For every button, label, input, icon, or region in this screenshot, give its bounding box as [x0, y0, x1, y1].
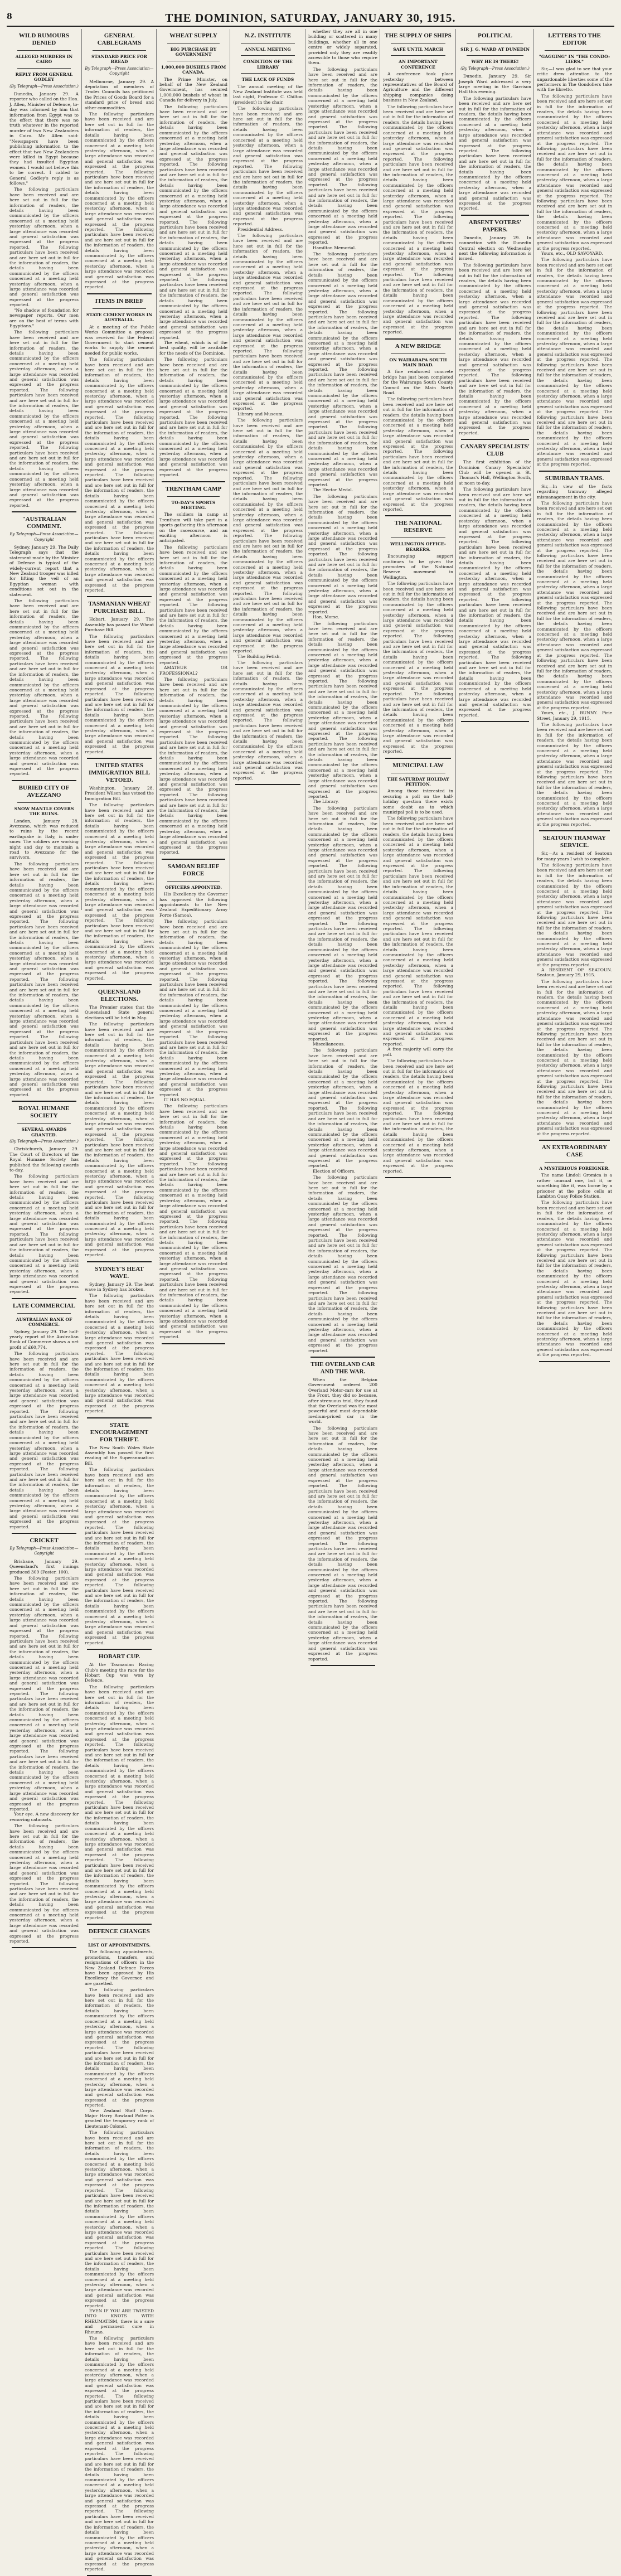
body-copy-texture: The following particulars have been received and are here set out in full for the information of readers, the details having been communicated by the officers concerned at a meeting held yesterday afternoon, when a large attendance was recorded and general satisfaction was expressed at the progress reported. The following particulars have been received and are here set out in full for the information of readers, the details having been communicated by the officers concerned at a meeting held yesterday afternoon, when a large attendance was recorded and general satisfaction was expressed at the progress reported.: [85, 1293, 154, 1414]
body-copy-texture: The following particulars have been received and are here set out in full for the information of readers, the details having been communicated by the officers concerned at a meeting held yesterday afternoon, when a large attendance was recorded and general satisfaction was expressed at the progress reported. The following particulars have been received and are here set out in full for the information of readers, the details having been communicated by the officers concerned at a meeting held yesterday afternoon, when a large attendance was recorded and general satisfaction was expressed at the progress reported. The following particulars have been received and are here set out in full for the information of readers, the details having been communicated by the officers concerned at a meeting held yesterday afternoon, when a large attendance was recorded and general satisfaction was expressed at the progress reported. The following particulars have been received and are here set out in full for the information of readers, the details having been communicated by the officers concerned at a meeting held yesterday afternoon, when a large attendance was recorded and general satisfaction was expressed at the progress reported.: [233, 418, 303, 654]
body-copy-texture: The following particulars have been received and are here set out in full for the information of readers, the details having been communicated by the officers concerned at a meeting held yesterday afternoon, when a large attendance was recorded and general satisfaction was expressed at the progress reported. The following particulars have been received and are here set out in full for the information of readers, the details having been communicated by the officers concerned at a meeting held yesterday afternoon, when a large attendance was recorded and general satisfaction was expressed at the progress reported.: [9, 1823, 79, 1944]
article-paragraph: Your eye. A new discovery for removing cataracts.: [9, 1812, 79, 1822]
divider: [545, 50, 604, 51]
body-copy-texture: The following particulars have been received and are here set out in full for the information of readers, the details having been communicated by the officers concerned at a meeting held yesterday afternoon, when a large attendance was recorded and general satisfaction was expressed at the progress reported. The following particulars have been received and are here set out in full for the information of readers, the details having been communicated by the officers concerned at a meeting held yesterday afternoon, when a large attendance was recorded and general satisfaction was expressed at the progress reported. The following particulars have been received and are here set out in full for the information of readers, the details having been communicated by the officers concerned at a meeting held yesterday afternoon, when a large attendance was recorded and general satisfaction was expressed at the progress reported. The following particulars have been received and are here set out in full for the information of readers, the details having been communicated by the officers concerned at a meeting held yesterday afternoon, when a large attendance was recorded and general satisfaction was expressed at the progress reported.: [308, 805, 377, 1042]
article-separator: [539, 471, 610, 472]
article-separator: [461, 721, 529, 722]
article-separator: [310, 1357, 375, 1358]
divider: [467, 55, 523, 56]
article-paragraph: Christchurch, January 29. The Court of Directors of the Royal Humane Society has published the following awards to-day.: [9, 1146, 79, 1173]
article: [9, 785, 79, 1097]
article-headline: STATE ENCOURAGEMENT FOR THRIFT.: [90, 1421, 149, 1443]
article-dateline: By Telegraph—Press Association—Copyright: [85, 66, 154, 76]
article-headline: ROYAL HUMANE SOCIETY: [18, 1105, 70, 1120]
article-paragraph: The Prime Minister, on behalf of the New Zealand Government, has secured 1,000,000 bushels of wheat in Canada for delivery in July.: [159, 76, 227, 103]
article: [383, 762, 453, 1174]
article: [85, 762, 154, 981]
article-paragraph: At a meeting of the Public Works Committee a proposal was received for the Federal Government to start cement works to supply the cement needed for public works.: [85, 324, 154, 356]
article: [383, 520, 453, 754]
article-separator: [461, 215, 529, 216]
article-headline: A NEW BRIDGE: [395, 342, 442, 350]
article: [85, 1653, 154, 1920]
article-paragraph: When the Belgian Government ordered 200 Overland Motor-cars for use at the Front, they did so because, after strenuous trial, they found that the Overland was the most powerful and most dependable medium-priced car in the world.: [308, 1377, 377, 1425]
article-separator: [87, 1924, 152, 1925]
article-headline: POLITICAL: [478, 32, 512, 39]
body-copy-texture: The following particulars have been received and are here set out in full for the information of readers, the details having been communicated by the officers concerned at a meeting held yesterday afternoon, when a large attendance was recorded and general satisfaction was expressed at the progress reported. The following particulars have been received and are here set out in full for the information of readers, the details having been communicated by the officers concerned at a meeting held yesterday afternoon, when a large attendance was recorded and general satisfaction was expressed at the progress reported. The following particulars have been received and are here set out in full for the information of readers, the details having been communicated by the officers concerned at a meeting held yesterday afternoon, when a large attendance was recorded and general satisfaction was expressed at the progress reported. The following particulars have been received and are here set out in full for the information of readers, the details having been communicated by the officers concerned at a meeting held yesterday afternoon, when a large attendance was recorded and general satisfaction was expressed at the progress reported.: [159, 104, 227, 340]
article: [9, 1537, 79, 1944]
divider: [391, 55, 445, 56]
body-copy-texture: The following particulars have been received and are here set out in full for the information of readers, the details having been communicated by the officers concerned at a meeting held yesterday afternoon, when a large attendance was recorded and general satisfaction was expressed at the progress reported. The following particulars have been received and are here set out in full for the information of readers, the details having been communicated by the officers concerned at a meeting held yesterday afternoon, when a large attendance was recorded and general satisfaction was expressed at the progress reported.: [383, 396, 453, 512]
article-paragraph: A free majority will carry the poll.: [383, 1047, 453, 1057]
body-copy-texture: The following particulars have been received and are here set out in full for the information of readers, the details having been communicated by the officers concerned at a meeting held yesterday afternoon, when a large attendance was recorded and general satisfaction was expressed at the progress reported. The following particulars have been received and are here set out in full for the information of readers, the details having been communicated by the officers concerned at a meeting held yesterday afternoon, when a large attendance was recorded and general satisfaction was expressed at the progress reported. The following particulars have been received and are here set out in full for the information of readers, the details having been communicated by the officers concerned at a meeting held yesterday afternoon, when a large attendance was recorded and general satisfaction was expressed at the progress reported.: [308, 66, 377, 245]
article-headline: TRENTHAM CAMP: [165, 485, 222, 492]
body-copy-texture: The following particulars have been received and are here set out in full for the information of readers, the details having been communicated by the officers concerned at a meeting held yesterday afternoon, when a large attendance was recorded and general satisfaction was expressed at the progress reported. The following particulars have been received and are here set out in full for the information of readers, the details having been communicated by the officers concerned at a meeting held yesterday afternoon, when a large attendance was recorded and general satisfaction was expressed at the progress reported.: [85, 1987, 154, 2108]
article-paragraph: The first exhibition of the Dominion Canary Specialists' Club will be opened in St. Thomas's Hall, Wellington South, at noon to-day.: [459, 459, 531, 486]
article-headline: THE SUPPLY OF SHIPS: [385, 32, 452, 39]
body-copy-texture: The following particulars have been received and are here set out in full for the information of readers, the details having been communicated by the officers concerned at a meeting held yesterday afternoon, when a large attendance was recorded and general satisfaction was expressed at the progress reported. The following particulars have been received and are here set out in full for the information of readers, the details having been communicated by the officers concerned at a meeting held yesterday afternoon, when a large attendance was recorded and general satisfaction was expressed at the progress reported. The following particulars have been received and are here set out in full for the information of readers, the details having been communicated by the officers concerned at a meeting held yesterday afternoon, when a large attendance was recorded and general satisfaction was expressed at the progress reported.: [85, 802, 154, 981]
article-dateline: By Telegraph—Press Association—Copyright: [9, 1546, 79, 1556]
body-copy-texture: The following particulars have been received and are here set out in full for the information of readers, the details having been communicated by the officers concerned at a meeting held yesterday afternoon, when a large attendance was recorded and general satisfaction was expressed at the progress reported. The following particulars have been received and are here set out in full for the information of readers, the details having been communicated by the officers concerned at a meeting held yesterday afternoon, when a large attendance was recorded and general satisfaction was expressed at the progress reported. The following particulars have been received and are here set out in full for the information of readers, the details having been communicated by the officers concerned at a meeting held yesterday afternoon, when a large attendance was recorded and general satisfaction was expressed at the progress reported.: [308, 621, 377, 799]
article-headline: MUNICIPAL LAW: [392, 762, 444, 769]
column-6: [380, 29, 456, 1174]
article-separator: [87, 984, 152, 985]
article-paragraph: whether they are all in one building or scattered in many buildings, whether all in one centre or widely separated, provided only they are readily accessible to those who require them.: [308, 29, 377, 66]
article-subheadline: TO-DAY'S SPORTS MEETING.: [171, 500, 216, 510]
article-headline: BURIED CITY OF AVEZZANO: [18, 784, 70, 798]
article-subheadline: CONDITION OF THE LIBRARY: [243, 59, 293, 70]
article: [9, 32, 79, 508]
body-copy-texture: The following particulars have been received and are here set out in full for the information of readers, the details having been communicated by the officers concerned at a meeting held yesterday afternoon, when a large attendance was recorded and general satisfaction was expressed at the progress reported. The following particulars have been received and are here set out in full for the information of readers, the details having been communicated by the officers concerned at a meeting held yesterday afternoon, when a large attendance was recorded and general satisfaction was expressed at the progress reported. The following particulars have been received and are here set out in full for the information of readers, the details having been communicated by the officers concerned at a meeting held yesterday afternoon, when a large attendance was recorded and general satisfaction was expressed at the progress reported. The following particulars have been received and are here set out in full for the information of readers, the details having been communicated by the officers concerned at a meeting held yesterday afternoon, when a large attendance was recorded and general satisfaction was expressed at the progress reported.: [9, 1576, 79, 1812]
article: [459, 219, 531, 435]
article-headline: ABSENT VOTERS' PAPERS.: [468, 219, 522, 233]
body-copy-texture: The following particulars have been received and are here set out in full for the information of readers, the details having been communicated by the officers concerned at a meeting held yesterday afternoon, when a large attendance was recorded and general satisfaction was expressed at the progress reported. The following particulars have been received and are here set out in full for the information of readers, the details having been communicated by the officers concerned at a meeting held yesterday afternoon, when a large attendance was recorded and general satisfaction was expressed at the progress reported.: [459, 95, 531, 211]
article: [308, 29, 377, 1353]
divider: [93, 50, 146, 51]
column-7: [455, 29, 534, 910]
body-copy-texture: The following particulars have been received and are here set out in full for the information of readers, the details having been communicated by the officers concerned at a meeting held yesterday afternoon, when a large attendance was recorded and general satisfaction was expressed at the progress reported. The following particulars have been received and are here set out in full for the information of readers, the details having been communicated by the officers concerned at a meeting held yesterday afternoon, when a large attendance was recorded and general satisfaction was expressed at the progress reported. The following particulars have been received and are here set out in full for the information of readers, the details having been communicated by the officers concerned at a meeting held yesterday afternoon, when a large attendance was recorded and general satisfaction was expressed at the progress reported.: [9, 330, 79, 508]
article-headline: AN EXTRAORDINARY CASE: [541, 1144, 608, 1159]
body-copy-texture: The following particulars have been received and are here set out in full for the information of readers, the details having been communicated by the officers concerned at a meeting held yesterday afternoon, when a large attendance was recorded and general satisfaction was expressed at the progress reported. The following particulars have been received and are here set out in full for the information of readers, the details having been communicated by the officers concerned at a meeting held yesterday afternoon, when a large attendance was recorded and general satisfaction was expressed at the progress reported. The following particulars have been received and are here set out in full for the information of readers, the details having been communicated by the officers concerned at a meeting held yesterday afternoon, when a large attendance was recorded and general satisfaction was expressed at the progress reported.: [308, 1175, 377, 1353]
article-separator: [87, 758, 152, 759]
divider: [17, 50, 71, 51]
article-separator: [87, 596, 152, 597]
divider: [167, 496, 220, 497]
body-copy-texture: The following particulars have been received and are here set out in full for the information of readers, the details having been communicated by the officers concerned at a meeting held yesterday afternoon, when a large attendance was recorded and general satisfaction was expressed at the progress reported. The following particulars have been received and are here set out in full for the information of readers, the details having been communicated by the officers concerned at a meeting held yesterday afternoon, when a large attendance was recorded and general satisfaction was expressed at the progress reported. The following particulars have been received and are here set out in full for the information of readers, the details having been communicated by the officers concerned at a meeting held yesterday afternoon, when a large attendance was recorded and general satisfaction was expressed at the progress reported. The following particulars have been received and are here set out in full for the information of readers, the details having been communicated by the officers concerned at a meeting held yesterday afternoon, when a large attendance was recorded and general satisfaction was expressed at the progress reported.: [85, 1021, 154, 1258]
body-copy-texture: The following particulars have been received and are here set out in full for the information of readers, the details having been communicated by the officers concerned at a meeting held yesterday afternoon, when a large attendance was recorded and general satisfaction was expressed at the progress reported. The following particulars have been received and are here set out in full for the information of readers, the details having been communicated by the officers concerned at a meeting held yesterday afternoon, when a large attendance was recorded and general satisfaction was expressed at the progress reported. The following particulars have been received and are here set out in full for the information of readers, the details having been communicated by the officers concerned at a meeting held yesterday afternoon, when a large attendance was recorded and general satisfaction was expressed at the progress reported.: [9, 598, 79, 777]
column-2: [81, 29, 157, 2572]
article: [233, 32, 303, 781]
article-headline: SUBURBAN TRAMS.: [545, 474, 604, 482]
body-copy-texture: The following particulars have been received and are here set out in full for the information of readers, the details having been communicated by the officers concerned at a meeting held yesterday afternoon, when a large attendance was recorded and general satisfaction was expressed at the progress reported. The following particulars have been received and are here set out in full for the information of readers, the details having been communicated by the officers concerned at a meeting held yesterday afternoon, when a large attendance was recorded and general satisfaction was expressed at the progress reported. The following particulars have been received and are here set out in full for the information of readers, the details having been communicated by the officers concerned at a meeting held yesterday afternoon, when a large attendance was recorded and general satisfaction was expressed at the progress reported.: [537, 979, 612, 1136]
body-copy-texture: The following particulars have been received and are here set out in full for the information of readers, the details having been communicated by the officers concerned at a meeting held yesterday afternoon, when a large attendance was recorded and general satisfaction was expressed at the progress reported. The following particulars have been received and are here set out in full for the information of readers, the details having been communicated by the officers concerned at a meeting held yesterday afternoon, when a large attendance was recorded and general satisfaction was expressed at the progress reported. The following particulars have been received and are here set out in full for the information of readers, the details having been communicated by the officers concerned at a meeting held yesterday afternoon, when a large attendance was recorded and general satisfaction was expressed at the progress reported. The following particulars have been received and are here set out in full for the information of readers, the details having been communicated by the officers concerned at a meeting held yesterday afternoon, when a large attendance was recorded and general satisfaction was expressed at the progress reported.: [85, 357, 154, 593]
article-separator: [539, 830, 610, 831]
column-5: [305, 29, 380, 1662]
article-paragraph: Melbourne, January 29. A deputation of members of Trades Councils has petitioned the Prices of Goods Board for a standard price of bread and other commodities.: [85, 79, 154, 110]
body-copy-texture: The following particulars have been received and are here set out in full for the information of readers, the details having been communicated by the officers concerned at a meeting held yesterday afternoon, when a large attendance was recorded and general satisfaction was expressed at the progress reported. The following particulars have been received and are here set out in full for the information of readers, the details having been communicated by the officers concerned at a meeting held yesterday afternoon, when a large attendance was recorded and general satisfaction was expressed at the progress reported. The following particulars have been received and are here set out in full for the information of readers, the details having been communicated by the officers concerned at a meeting held yesterday afternoon, when a large attendance was recorded and general satisfaction was expressed at the progress reported.: [537, 93, 612, 251]
article-headline: HOBART CUP.: [98, 1653, 140, 1660]
body-copy-texture: The following particulars have been received and are here set out in full for the information of readers, the details having been communicated by the officers concerned at a meeting held yesterday afternoon, when a large attendance was recorded and general satisfaction was expressed at the progress reported. The following particulars have been received and are here set out in full for the information of readers, the details having been communicated by the officers concerned at a meeting held yesterday afternoon, when a large attendance was recorded and general satisfaction was expressed at the progress reported.: [9, 187, 79, 308]
article: [383, 343, 453, 512]
article-headline: UNITED STATES IMMIGRATION BILL VETOED.: [88, 762, 151, 783]
article-dateline: (By Telegraph—Press Association.): [460, 66, 530, 71]
article-separator: [12, 1101, 76, 1102]
article: [537, 835, 612, 1136]
article-separator: [12, 1947, 76, 1948]
article-paragraph: The wheat, which is of the best quality, will be available for the needs of the Dominion.: [159, 340, 227, 356]
article-paragraph: Washington, January 28. President Wilson has vetoed the Immigration Bill.: [85, 785, 154, 801]
article-separator: [539, 1361, 610, 1362]
divider: [241, 55, 295, 56]
article-separator: [12, 1298, 76, 1299]
article-paragraph: Hamilton Memorial.: [313, 245, 356, 250]
article-headline: WHEAT SUPPLY: [169, 32, 217, 39]
article-headline: SEATOUN TRAMWAY SERVICE.: [543, 835, 606, 849]
article-paragraph: Dunedin, January 29. A reporter who called on the Hon. J. Allen, Minister of Defence, to-day was informed by him that information from Egypt was to the effect that there was no truth whatever in the reported murder of two New Zealanders in Cairo. Mr. Allen said: "Newspapers have been publishing information to the effect that two New Zealanders were killed in Egypt because they had insulted Egyptian women. I would not believe this to be correct. I cabled to General Godley's reply is as follows.": [9, 91, 79, 186]
article-paragraph: New Zealand Staff Corps. Major Harry Rowland Potter is granted the temporary rank of Lieutenant-Colonel.: [85, 2108, 154, 2129]
article-separator: [162, 1343, 225, 1344]
article: [159, 486, 227, 855]
article: [85, 989, 154, 1258]
article-subheadline: REPLY FROM GENERAL GODLEY: [15, 71, 73, 83]
body-copy-texture: The following particulars have been received and are here set out in full for the information of readers, the details having been communicated by the officers concerned at a meeting held yesterday afternoon, when a large attendance was recorded and general satisfaction was expressed at the progress reported. The following particulars have been received and are here set out in full for the information of readers, the details having been communicated by the officers concerned at a meeting held yesterday afternoon, when a large attendance was recorded and general satisfaction was expressed at the progress reported. The following particulars have been received and are here set out in full for the information of readers, the details having been communicated by the officers concerned at a meeting held yesterday afternoon, when a large attendance was recorded and general satisfaction was expressed at the progress reported. The following particulars have been received and are here set out in full for the information of readers, the details having been communicated by the officers concerned at a meeting held yesterday afternoon, when a large attendance was recorded and general satisfaction was expressed at the progress reported.: [308, 1425, 377, 1662]
article-paragraph: The Building Fetish.: [237, 653, 281, 659]
body-copy-texture: The following particulars have been received and are here set out in full for the information of readers, the details having been communicated by the officers concerned at a meeting held yesterday afternoon, when a large attendance was recorded and general satisfaction was expressed at the progress reported. The following particulars have been received and are here set out in full for the information of readers, the details having been communicated by the officers concerned at a meeting held yesterday afternoon, when a large attendance was recorded and general satisfaction was expressed at the progress reported.: [233, 660, 303, 781]
article-headline: GENERAL CABLEGRAMS: [97, 32, 142, 46]
article-separator: [12, 780, 76, 781]
article-headline: THE NATIONAL RESERVE: [394, 520, 442, 534]
body-copy-texture: The following particulars have been received and are here set out in full for the information of readers, the details having been communicated by the officers concerned at a meeting held yesterday afternoon, when a large attendance was recorded and general satisfaction was expressed at the progress reported. The following particulars have been received and are here set out in full for the information of readers, the details having been communicated by the officers concerned at a meeting held yesterday afternoon, when a large attendance was recorded and general satisfaction was expressed at the progress reported. The following particulars have been received and are here set out in full for the information of readers, the details having been communicated by the officers concerned at a meeting held yesterday afternoon, when a large attendance was recorded and general satisfaction was expressed at the progress reported. The following particulars have been received and are here set out in full for the information of readers, the details having been communicated by the officers concerned at a meeting held yesterday afternoon, when a large attendance was recorded and general satisfaction was expressed at the progress reported.: [308, 251, 377, 487]
body-copy-texture: The following particulars have been received and are here set out in full for the information of readers, the details having been communicated by the officers concerned at a meeting held yesterday afternoon, when a large attendance was recorded and general satisfaction was expressed at the progress reported. The following particulars have been received and are here set out in full for the information of readers, the details having been communicated by the officers concerned at a meeting held yesterday afternoon, when a large attendance was recorded and general satisfaction was expressed at the progress reported.: [308, 1048, 377, 1169]
article-subheadline: THE SATURDAY HOLIDAY PETITION.: [387, 776, 449, 787]
article-paragraph: The Premier states that the Queensland State general elections will be held in May.: [85, 1005, 154, 1020]
article-subheadline: OFFICERS APPOINTED.: [164, 884, 222, 890]
article-headline: LATE COMMERCIAL: [13, 1302, 75, 1309]
article: [159, 32, 227, 478]
body-copy-texture: The following particulars have been received and are here set out in full for the information of readers, the details having been communicated by the officers concerned at a meeting held yesterday afternoon, when a large attendance was recorded and general satisfaction was expressed at the progress reported. The following particulars have been received and are here set out in full for the information of readers, the details having been communicated by the officers concerned at a meeting held yesterday afternoon, when a large attendance was recorded and general satisfaction was expressed at the progress reported. The following particulars have been received and are here set out in full for the information of readers, the details having been communicated by the officers concerned at a meeting held yesterday afternoon, when a large attendance was recorded and general satisfaction was expressed at the progress reported.: [159, 919, 227, 1097]
divider: [167, 881, 220, 882]
article-subheadline: 1,000,000 BUSHELS FROM CANADA.: [161, 64, 226, 75]
article: [85, 32, 154, 290]
article-paragraph: Brisbane, January 29. Queensland's first innings produced 309 (Foster, 100).: [9, 1558, 79, 1575]
article: [459, 32, 531, 211]
article-paragraph: A RESIDENT OF SEATOUN. Seatoun, January 29, 1915.: [537, 967, 612, 978]
article-paragraph: Encouraging support continues to be given the promoters of the National Reserve movement in Wellington.: [383, 554, 453, 580]
masthead: [7, 12, 614, 27]
body-copy-texture: The following particulars have been received and are here set out in full for the information of readers, the details having been communicated by the officers concerned at a meeting held yesterday afternoon, when a large attendance was recorded and general satisfaction was expressed at the progress reported. The following particulars have been received and are here set out in full for the information of readers, the details having been communicated by the officers concerned at a meeting held yesterday afternoon, when a large attendance was recorded and general satisfaction was expressed at the progress reported.: [383, 1058, 453, 1174]
article-paragraph: IT HAS NO EQUAL.: [164, 1097, 207, 1102]
article-headline: THE OVERLAND CAR AND THE WAR.: [310, 1360, 375, 1375]
columns: [7, 29, 614, 2572]
article-separator: [385, 758, 451, 759]
article-headline: LETTERS TO THE EDITOR: [548, 32, 601, 46]
article-separator: [385, 338, 451, 340]
column-1: [7, 29, 81, 1944]
article-subheadline: WELLINGTON OFFICE-BEARERS.: [390, 541, 446, 552]
article-paragraph: Library and Museum.: [237, 411, 284, 417]
article-headline: DEFENCE CHANGES: [89, 1928, 150, 1935]
article-paragraph: Sir,—As a resident of Seatoun for many years I wish to complain.: [537, 851, 612, 861]
article-separator: [87, 1649, 152, 1650]
article-paragraph: The Library.: [313, 799, 339, 805]
article-separator: [461, 439, 529, 440]
body-copy-texture: The following particulars have been received and are here set out in full for the information of readers, the details having been communicated by the officers concerned at a meeting held yesterday afternoon, when a large attendance was recorded and general satisfaction was expressed at the progress reported. The following particulars have been received and are here set out in full for the information of readers, the details having been communicated by the officers concerned at a meeting held yesterday afternoon, when a large attendance was recorded and general satisfaction was expressed at the progress reported.: [85, 633, 154, 754]
divider: [17, 68, 71, 69]
article-headline: SYDNEY'S HEAT WAVE.: [95, 1265, 144, 1280]
article-paragraph: Yours, etc., J. BUNNY. Pirie Street, January 29, 1915.: [537, 710, 612, 721]
article-subheadline: SAFE UNTIL MARCH: [393, 47, 443, 52]
body-copy-texture: The following particulars have been received and are here set out in full for the information of readers, the details having been communicated by the officers concerned at a meeting held yesterday afternoon, when a large attendance was recorded and general satisfaction was expressed at the progress reported. The following particulars have been received and are here set out in full for the information of readers, the details having been communicated by the officers concerned at a meeting held yesterday afternoon, when a large attendance was recorded and general satisfaction was expressed at the progress reported. The following particulars have been received and are here set out in full for the information of readers, the details having been communicated by the officers concerned at a meeting held yesterday afternoon, when a large attendance was recorded and general satisfaction was expressed at the progress reported.: [85, 2130, 154, 2308]
body-copy-texture: The following particulars have been received and are here set out in full for the information of readers, the details having been communicated by the officers concerned at a meeting held yesterday afternoon, when a large attendance was recorded and general satisfaction was expressed at the progress reported. The following particulars have been received and are here set out in full for the information of readers, the details having been communicated by the officers concerned at a meeting held yesterday afternoon, when a large attendance was recorded and general satisfaction was expressed at the progress reported. The following particulars have been received and are here set out in full for the information of readers, the details having been communicated by the officers concerned at a meeting held yesterday afternoon, when a large attendance was recorded and general satisfaction was expressed at the progress reported. The following particulars have been received and are here set out in full for the information of readers, the details having been communicated by the officers concerned at a meeting held yesterday afternoon, when a large attendance was recorded and general satisfaction was expressed at the progress reported.: [9, 861, 79, 1097]
body-copy-texture: The following particulars have been received and are here set out in full for the information of readers, the details having been communicated by the officers concerned at a meeting held yesterday afternoon, when a large attendance was recorded and general satisfaction was expressed at the progress reported. The following particulars have been received and are here set out in full for the information of readers, the details having been communicated by the officers concerned at a meeting held yesterday afternoon, when a large attendance was recorded and general satisfaction was expressed at the progress reported. The following particulars have been received and are here set out in full for the information of readers, the details having been communicated by the officers concerned at a meeting held yesterday afternoon, when a large attendance was recorded and general satisfaction was expressed at the progress reported. The following particulars have been received and are here set out in full for the information of readers, the details having been communicated by the officers concerned at a meeting held yesterday afternoon, when a large attendance was recorded and general satisfaction was expressed at the progress reported.: [383, 104, 453, 335]
article-separator: [385, 1177, 451, 1178]
article-headline: ITEMS IN BRIEF: [95, 297, 144, 304]
article-separator: [162, 859, 225, 860]
article-subheadline: ANNUAL MEETING: [245, 47, 291, 52]
article-paragraph: Dunedin, January 29. Sir Joseph Ward addressed a very large meeting in the Garrison Hall this evening.: [459, 74, 531, 95]
article-paragraph: Yours, etc., OLD SAVOYARD.: [541, 251, 603, 256]
article-separator: [87, 1417, 152, 1418]
body-copy-texture: The following particulars have been received and are here set out in full for the information of readers, the details having been communicated by the officers concerned at a meeting held yesterday afternoon, when a large attendance was recorded and general satisfaction was expressed at the progress reported. The following particulars have been received and are here set out in full for the information of readers, the details having been communicated by the officers concerned at a meeting held yesterday afternoon, when a large attendance was recorded and general satisfaction was expressed at the progress reported. The following particulars have been received and are here set out in full for the information of readers, the details having been communicated by the officers concerned at a meeting held yesterday afternoon, when a large attendance was recorded and general satisfaction was expressed at the progress reported. The following particulars have been received and are here set out in full for the information of readers, the details having been communicated by the officers concerned at a meeting held yesterday afternoon, when a large attendance was recorded and general satisfaction was expressed at the progress reported.: [537, 257, 612, 467]
body-copy-texture: The following particulars have been received and are here set out in full for the information of readers, the details having been communicated by the officers concerned at a meeting held yesterday afternoon, when a large attendance was recorded and general satisfaction was expressed at the progress reported. The following particulars have been received and are here set out in full for the information of readers, the details having been communicated by the officers concerned at a meeting held yesterday afternoon, when a large attendance was recorded and general satisfaction was expressed at the progress reported. The following particulars have been received and are here set out in full for the information of readers, the details having been communicated by the officers concerned at a meeting held yesterday afternoon, when a large attendance was recorded and general satisfaction was expressed at the progress reported. The following particulars have been received and are here set out in full for the information of readers, the details having been communicated by the officers concerned at a meeting held yesterday afternoon, when a large attendance was recorded and general satisfaction was expressed at the progress reported.: [537, 500, 612, 710]
article: [537, 475, 612, 827]
article-subheadline: BIG PURCHASE BY GOVERNMENT: [170, 47, 217, 57]
article-paragraph: Presidential Address.: [237, 226, 284, 232]
body-copy-texture: The following particulars have been received and are here set out in full for the information of readers, the details having been communicated by the officers concerned at a meeting held yesterday afternoon, when a large attendance was recorded and general satisfaction was expressed at the progress reported. The following particulars have been received and are here set out in full for the information of readers, the details having been communicated by the officers concerned at a meeting held yesterday afternoon, when a large attendance was recorded and general satisfaction was expressed at the progress reported. The following particulars have been received and are here set out in full for the information of readers, the details having been communicated by the officers concerned at a meeting held yesterday afternoon, when a large attendance was recorded and general satisfaction was expressed at the progress reported.: [233, 233, 303, 411]
body-copy-texture: The following particulars have been received and are here set out in full for the information of readers, the details having been communicated by the officers concerned at a meeting held yesterday afternoon, when a large attendance was recorded and general satisfaction was expressed at the progress reported. The following particulars have been received and are here set out in full for the information of readers, the details having been communicated by the officers concerned at a meeting held yesterday afternoon, when a large attendance was recorded and general satisfaction was expressed at the progress reported.: [308, 493, 377, 614]
article-separator: [87, 293, 152, 294]
article-paragraph: At the Tasmanian Racing Club's meeting the race for the Hobart Cup was won by Defence.: [85, 1662, 154, 1683]
article-headline: N.Z. INSTITUTE: [244, 32, 292, 39]
article-paragraph: His Excellency the Governor has approved the following appointments to the New Zealand Expeditionary Army Force (Samoa).: [159, 892, 227, 918]
article-paragraph: The annual meeting of the New Zealand Institute was held last night, Professor C. Chilton (president) in the chair.: [233, 84, 303, 105]
column-8: [533, 29, 615, 1358]
article-paragraph: London, January 28. Avezzano, which was reduced to ruins by the recent earthquake in Italy, is under snow. The soldiers are working night and day to maintain a road to Avezzano for the survivors.: [9, 818, 79, 860]
article-subheadline: WHY HE IS THERE!: [471, 59, 519, 65]
article: [85, 1422, 154, 1645]
body-copy-texture: The following particulars have been received and are here set out in full for the information of readers, the details having been communicated by the officers concerned at a meeting held yesterday afternoon, when a large attendance was recorded and general satisfaction was expressed at the progress reported. The following particulars have been received and are here set out in full for the information of readers, the details having been communicated by the officers concerned at a meeting held yesterday afternoon, when a large attendance was recorded and general satisfaction was expressed at the progress reported. The following particulars have been received and are here set out in full for the information of readers, the details having been communicated by the officers concerned at a meeting held yesterday afternoon, when a large attendance was recorded and general satisfaction was expressed at the progress reported.: [9, 1351, 79, 1529]
divider: [93, 308, 146, 309]
body-copy-texture: The following particulars have been received and are here set out in full for the information of readers, the details having been communicated by the officers concerned at a meeting held yesterday afternoon, when a large attendance was recorded and general satisfaction was expressed at the progress reported. The following particulars have been received and are here set out in full for the information of readers, the details having been communicated by the officers concerned at a meeting held yesterday afternoon, when a large attendance was recorded and general satisfaction was expressed at the progress reported.: [233, 106, 303, 227]
article-subheadline: ON WAIRARAPA SOUTH MAIN ROAD.: [389, 357, 447, 367]
article-paragraph: Sir,—I was glad to see that your critic drew attention to the unpardonable liberties some of the performers in The Gondoliers take with the libretto.: [537, 66, 612, 93]
article-paragraph: The Hector Medal.: [313, 487, 353, 493]
body-copy-texture: The following particulars have been received and are here set out in full for the information of readers, the details having been communicated by the officers concerned at a meeting held yesterday afternoon, when a large attendance was recorded and general satisfaction was expressed at the progress reported. The following particulars have been received and are here set out in full for the information of readers, the details having been communicated by the officers concerned at a meeting held yesterday afternoon, when a large attendance was recorded and general satisfaction was expressed at the progress reported.: [537, 862, 612, 967]
article-paragraph: "No shadow of foundation for newspaper reports. Our men are on the best of terms with Egyptians.": [9, 307, 79, 328]
article-paragraph: The following appointments, promotions, transfers, and resignations of officers in the New Zealand Defence Forces have been approved by His Excellency the Governor, and are gazetted.: [85, 1949, 154, 1986]
article-separator: [235, 784, 300, 785]
body-copy-texture: The following particulars have been received and are here set out in full for the information of readers, the details having been communicated by the officers concerned at a meeting held yesterday afternoon, when a large attendance was recorded and general satisfaction was expressed at the progress reported. The following particulars have been received and are here set out in full for the information of readers, the details having been communicated by the officers concerned at a meeting held yesterday afternoon, when a large attendance was recorded and general satisfaction was expressed at the progress reported.: [159, 544, 227, 665]
article-separator: [310, 1665, 375, 1666]
divider: [17, 1123, 71, 1124]
article-subheadline: AUSTRALIAN BANK OF COMMERCE.: [16, 1316, 72, 1328]
article-subheadline: THE LACK OF FUNDS: [241, 77, 294, 83]
article-subheadline: LIST OF APPOINTMENTS.: [88, 1943, 151, 1948]
article-subheadline: A MYSTERIOUS FOREIGNER.: [539, 1166, 610, 1171]
article: [85, 601, 154, 754]
divider: [545, 1162, 604, 1163]
article-paragraph: The New South Wales State Assembly has passed the first reading of the Superannuation Bill.: [85, 1445, 154, 1466]
body-copy-texture: The following particulars have been received and are here set out in full for the information of readers, the details having been communicated by the officers concerned at a meeting held yesterday afternoon, when a large attendance was recorded and general satisfaction was expressed at the progress reported. The following particulars have been received and are here set out in full for the information of readers, the details having been communicated by the officers concerned at a meeting held yesterday afternoon, when a large attendance was recorded and general satisfaction was expressed at the progress reported. The following particulars have been received and are here set out in full for the information of readers, the details having been communicated by the officers concerned at a meeting held yesterday afternoon, when a large attendance was recorded and general satisfaction was expressed at the progress reported. The following particulars have been received and are here set out in full for the information of readers, the details having been communicated by the officers concerned at a meeting held yesterday afternoon, when a large attendance was recorded and general satisfaction was expressed at the progress reported.: [459, 487, 531, 718]
body-copy-texture: The following particulars have been received and are here set out in full for the information of readers, the details having been communicated by the officers concerned at a meeting held yesterday afternoon, when a large attendance was recorded and general satisfaction was expressed at the progress reported. The following particulars have been received and are here set out in full for the information of readers, the details having been communicated by the officers concerned at a meeting held yesterday afternoon, when a large attendance was recorded and general satisfaction was expressed at the progress reported.: [537, 722, 612, 827]
body-copy-texture: The following particulars have been received and are here set out in full for the information of readers, the details having been communicated by the officers concerned at a meeting held yesterday afternoon, when a large attendance was recorded and general satisfaction was expressed at the progress reported. The following particulars have been received and are here set out in full for the information of readers, the details having been communicated by the officers concerned at a meeting held yesterday afternoon, when a large attendance was recorded and general satisfaction was expressed at the progress reported. The following particulars have been received and are here set out in full for the information of readers, the details having been communicated by the officers concerned at a meeting held yesterday afternoon, when a large attendance was recorded and general satisfaction was expressed at the progress reported.: [383, 581, 453, 754]
article-headline: WILD RUMOURS DENIED: [18, 32, 70, 46]
article-dateline: (By Telegraph—Press Association.): [9, 1139, 79, 1144]
article: [537, 32, 612, 467]
article: [9, 1105, 79, 1295]
body-copy-texture: The following particulars have been received and are here set out in full for the information of readers, the details having been communicated by the officers concerned at a meeting held yesterday afternoon, when a large attendance was recorded and general satisfaction was expressed at the progress reported. The following particulars have been received and are here set out in full for the information of readers, the details having been communicated by the officers concerned at a meeting held yesterday afternoon, when a large attendance was recorded and general satisfaction was expressed at the progress reported. The following particulars have been received and are here set out in full for the information of readers, the details having been communicated by the officers concerned at a meeting held yesterday afternoon, when a large attendance was recorded and general satisfaction was expressed at the progress reported. The following particulars have been received and are here set out in full for the information of readers, the details having been communicated by the officers concerned at a meeting held yesterday afternoon, when a large attendance was recorded and general satisfaction was expressed at the progress reported.: [383, 816, 453, 1047]
article-subheadline: STANDARD PRICE FOR BREAD: [91, 54, 147, 65]
newspaper-title: THE DOMINION, SATURDAY, JANUARY 30, 1915.: [165, 11, 456, 25]
article-paragraph: Sydney, January 29. The half-yearly report of the Australian Bank of Commerce shows a net profit of £60,774.: [9, 1329, 79, 1350]
body-copy-texture: The following particulars have been received and are here set out in full for the information of readers, the details having been communicated by the officers concerned at a meeting held yesterday afternoon, when a large attendance was recorded and general satisfaction was expressed at the progress reported. The following particulars have been received and are here set out in full for the information of readers, the details having been communicated by the officers concerned at a meeting held yesterday afternoon, when a large attendance was recorded and general satisfaction was expressed at the progress reported. The following particulars have been received and are here set out in full for the information of readers, the details having been communicated by the officers concerned at a meeting held yesterday afternoon, when a large attendance was recorded and general satisfaction was expressed at the progress reported.: [85, 112, 154, 290]
article: [9, 1302, 79, 1529]
article: [459, 443, 531, 718]
article-paragraph: Miscellaneous.: [313, 1042, 345, 1047]
article-separator: [385, 515, 451, 516]
article-paragraph: The soldiers in camp at Trentham will take part in a sports gathering this afternoon on the racecourse, and an exciting afternoon is anticipated.: [159, 512, 227, 544]
divider: [17, 802, 71, 803]
article: [85, 1266, 154, 1414]
article-paragraph: Sydney, January 29. The heat wave in Sydney has broken.: [85, 1281, 154, 1292]
article-paragraph: Hon. Morse.: [313, 614, 339, 620]
body-copy-texture: The following particulars have been received and are here set out in full for the information of readers, the details having been communicated by the officers concerned at a meeting held yesterday afternoon, when a large attendance was recorded and general satisfaction was expressed at the progress reported. The following particulars have been received and are here set out in full for the information of readers, the details having been communicated by the officers concerned at a meeting held yesterday afternoon, when a large attendance was recorded and general satisfaction was expressed at the progress reported. The following particulars have been received and are here set out in full for the information of readers, the details having been communicated by the officers concerned at a meeting held yesterday afternoon, when a large attendance was recorded and general satisfaction was expressed at the progress reported.: [159, 676, 227, 855]
article-subheadline: AN IMPORTANT CONFERENCE: [399, 59, 438, 70]
article-subheadline: SIR J. G. WARD AT DUNEDIN: [460, 47, 530, 52]
article: [85, 298, 154, 593]
article-paragraph: Sir,—In view of the facts regarding tramway alleged mismanagement in the city.: [537, 483, 612, 500]
article-paragraph: A fine reinforced concrete bridge has just been completed for the Wairarapa South County Council on the Main North Road.: [383, 369, 453, 395]
article-subheadline: ALLEGED MURDERS IN CAIRO: [15, 54, 73, 65]
body-copy-texture: The following particulars have been received and are here set out in full for the information of readers, the details having been communicated by the officers concerned at a meeting held yesterday afternoon, when a large attendance was recorded and general satisfaction was expressed at the progress reported. The following particulars have been received and are here set out in full for the information of readers, the details having been communicated by the officers concerned at a meeting held yesterday afternoon, when a large attendance was recorded and general satisfaction was expressed at the progress reported. The following particulars have been received and are here set out in full for the information of readers, the details having been communicated by the officers concerned at a meeting held yesterday afternoon, when a large attendance was recorded and general satisfaction was expressed at the progress reported. The following particulars have been received and are here set out in full for the information of readers, the details having been communicated by the officers concerned at a meeting held yesterday afternoon, when a large attendance was recorded and general satisfaction was expressed at the progress reported.: [159, 1103, 227, 1340]
column-4: [230, 29, 305, 910]
body-copy-texture: The following particulars have been received and are here set out in full for the information of readers, the details having been communicated by the officers concerned at a meeting held yesterday afternoon, when a large attendance was recorded and general satisfaction was expressed at the progress reported. The following particulars have been received and are here set out in full for the information of readers, the details having been communicated by the officers concerned at a meeting held yesterday afternoon, when a large attendance was recorded and general satisfaction was expressed at the progress reported. The following particulars have been received and are here set out in full for the information of readers, the details having been communicated by the officers concerned at a meeting held yesterday afternoon, when a large attendance was recorded and general satisfaction was expressed at the progress reported.: [459, 262, 531, 435]
divider: [241, 73, 295, 74]
article: [85, 1928, 154, 2572]
body-copy-texture: The following particulars have been received and are here set out in full for the information of readers, the details having been communicated by the officers concerned at a meeting held yesterday afternoon, when a large attendance was recorded and general satisfaction was expressed at the progress reported. The following particulars have been received and are here set out in full for the information of readers, the details having been communicated by the officers concerned at a meeting held yesterday afternoon, when a large attendance was recorded and general satisfaction was expressed at the progress reported. The following particulars have been received and are here set out in full for the information of readers, the details having been communicated by the officers concerned at a meeting held yesterday afternoon, when a large attendance was recorded and general satisfaction was expressed at the progress reported.: [85, 1467, 154, 1645]
article-paragraph: Sydney, January 29. The Daily Telegraph says that the statement made by the Minister of Defence is typical of the widely-current report that a New Zealand trooper was killed for lifting the veil of an Egyptian woman with conditions set out in the statement.: [9, 544, 79, 597]
article-subheadline: SEVERAL AWARDS GRANTED.: [21, 1127, 67, 1137]
article: [308, 1361, 377, 1662]
article-subheadline: SNOW MANTLE COVERS THE RUINS.: [14, 806, 74, 817]
article-headline: QUEENSLAND ELECTIONS.: [98, 989, 141, 1003]
article: [9, 516, 79, 777]
body-copy-texture: The following particulars have been received and are here set out in full for the information of readers, the details having been communicated by the officers concerned at a meeting held yesterday afternoon, when a large attendance was recorded and general satisfaction was expressed at the progress reported. The following particulars have been received and are here set out in full for the information of readers, the details having been communicated by the officers concerned at a meeting held yesterday afternoon, when a large attendance was recorded and general satisfaction was expressed at the progress reported. The following particulars have been received and are here set out in full for the information of readers, the details having been communicated by the officers concerned at a meeting held yesterday afternoon, when a large attendance was recorded and general satisfaction was expressed at the progress reported. The following particulars have been received and are here set out in full for the information of readers, the details having been communicated by the officers concerned at a meeting held yesterday afternoon, when a large attendance was recorded and general satisfaction was expressed at the progress reported.: [85, 2336, 154, 2572]
article-paragraph: The name Lindoli Gromica is a rather unusual one, but it, or something like it, was borne by a prisoner at the police cells at Lambton Quay Police Station.: [537, 1173, 612, 1199]
article-paragraph: A conference took place yesterday between representatives of the Board of Agriculture and the different shipping companies doing business in New Zealand.: [383, 71, 453, 103]
article-headline: "AUSTRALIAN COMMENT.: [22, 516, 66, 530]
article-paragraph: Among those interested in securing a poll on the half-holiday question there exists some doubt as to which municipal poll is to be used.: [383, 788, 453, 815]
article-separator: [87, 1261, 152, 1262]
body-copy-texture: The following particulars have been received and are here set out in full for the information of readers, the details having been communicated by the officers concerned at a meeting held yesterday afternoon, when a large attendance was recorded and general satisfaction was expressed at the progress reported. The following particulars have been received and are here set out in full for the information of readers, the details having been communicated by the officers concerned at a meeting held yesterday afternoon, when a large attendance was recorded and general satisfaction was expressed at the progress reported. The following particulars have been received and are here set out in full for the information of readers, the details having been communicated by the officers concerned at a meeting held yesterday afternoon, when a large attendance was recorded and general satisfaction was expressed at the progress reported. The following particulars have been received and are here set out in full for the information of readers, the details having been communicated by the officers concerned at a meeting held yesterday afternoon, when a large attendance was recorded and general satisfaction was expressed at the progress reported.: [85, 1684, 154, 1920]
divider: [17, 1313, 71, 1314]
body-copy-texture: The following particulars have been received and are here set out in full for the information of readers, the details having been communicated by the officers concerned at a meeting held yesterday afternoon, when a large attendance was recorded and general satisfaction was expressed at the progress reported. The following particulars have been received and are here set out in full for the information of readers, the details having been communicated by the officers concerned at a meeting held yesterday afternoon, when a large attendance was recorded and general satisfaction was expressed at the progress reported. The following particulars have been received and are here set out in full for the information of readers, the details having been communicated by the officers concerned at a meeting held yesterday afternoon, when a large attendance was recorded and general satisfaction was expressed at the progress reported.: [537, 1200, 612, 1358]
article-subheadline: "GAGGING" IN "THE CONDO-LIERS.": [538, 54, 610, 65]
article-headline: TASMANIAN WHEAT PURCHASE BILL.: [88, 601, 151, 615]
article-separator: [12, 1533, 76, 1534]
article-headline: CANARY SPECIALISTS' CLUB: [460, 443, 530, 458]
article-dateline: By Telegraph—Press Association—Copyright: [9, 532, 79, 542]
article-separator: [539, 1140, 610, 1141]
article-paragraph: EVEN IF YOU ARE TWISTED INTO KNOTS WITH RHEUMATISM, there is a sure and permanent cure in Rheumo.: [85, 2308, 154, 2335]
article: [159, 863, 227, 1340]
article-separator: [12, 511, 76, 512]
article-headline: SAMOAN RELIEF FORCE: [167, 863, 220, 877]
article-headline: CRICKET: [30, 1537, 59, 1544]
article-separator: [162, 481, 225, 482]
body-copy-texture: The following particulars have been received and are here set out in full for the information of readers, the details having been communicated by the officers concerned at a meeting held yesterday afternoon, when a large attendance was recorded and general satisfaction was expressed at the progress reported. The following particulars have been received and are here set out in full for the information of readers, the details having been communicated by the officers concerned at a meeting held yesterday afternoon, when a large attendance was recorded and general satisfaction was expressed at the progress reported.: [9, 1174, 79, 1295]
article-paragraph: Hobart, January 29. The Assembly has passed the Wheat Purchase Bill.: [85, 617, 154, 633]
column-3: [156, 29, 230, 1340]
article: [537, 1144, 612, 1358]
article-paragraph: AMATEUR OR PROFESSIONAL?: [159, 665, 227, 676]
article: [383, 32, 453, 335]
page-number: 8: [7, 12, 12, 21]
article-paragraph: Election of Officers.: [313, 1168, 356, 1174]
article-subheadline: STATE CEMENT WORKS IN AUSTRALIA.: [86, 312, 153, 323]
article-paragraph: Dunedin, January 29. In connection with the Dunedin Central election on Wednesday next the following information is issued.: [459, 235, 531, 262]
article-dateline: (By Telegraph—Press Association.): [9, 84, 79, 89]
body-copy-texture: The following particulars have been received and are here set out in full for the information of readers, the details having been communicated by the officers concerned at a meeting held yesterday afternoon, when a large attendance was recorded and general satisfaction was expressed at the progress reported. The following particulars have been received and are here set out in full for the information of readers, the details having been communicated by the officers concerned at a meeting held yesterday afternoon, when a large attendance was recorded and general satisfaction was expressed at the progress reported.: [159, 357, 227, 478]
